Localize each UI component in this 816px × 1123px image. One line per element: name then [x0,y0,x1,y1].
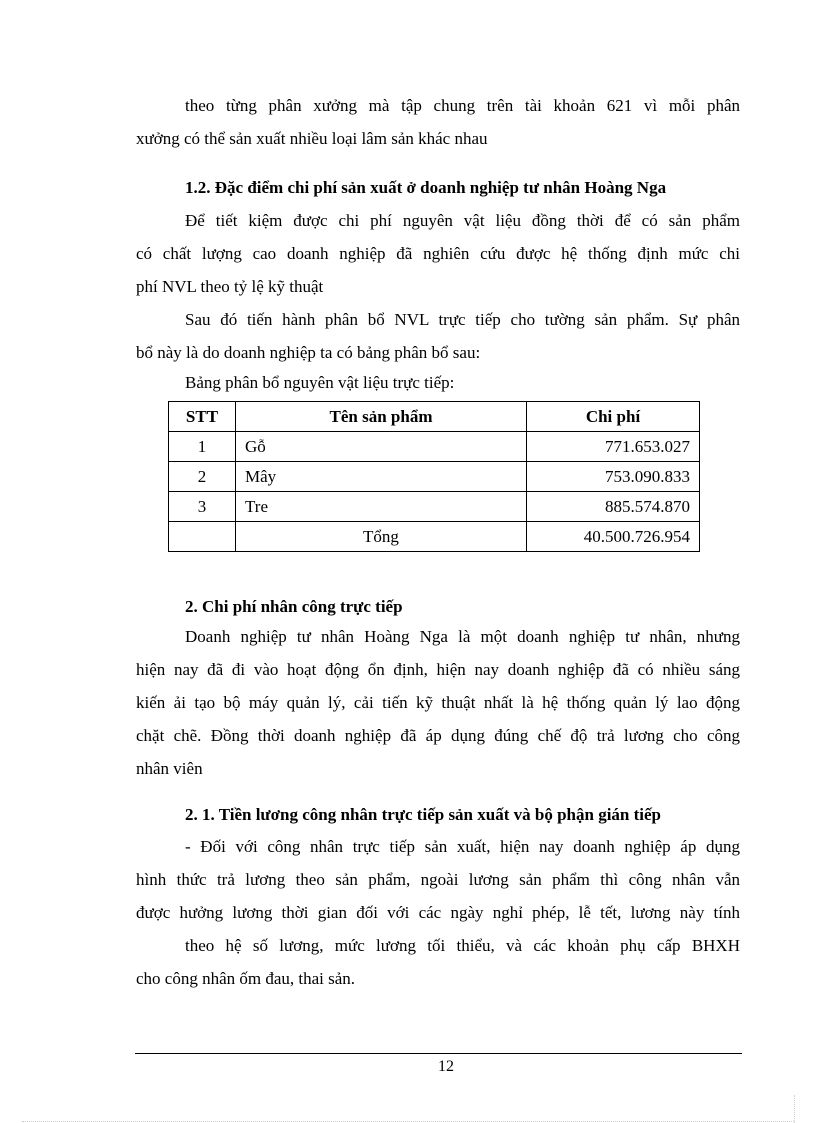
section-heading: 2. 1. Tiền lương công nhân trực tiếp sản xuất và bộ phận gián tiếp [185,805,662,824]
row-cost: 771.653.027 [527,432,700,462]
paragraph-line: xưởng có thể sản xuất nhiều loại lâm sản khác nhau [136,129,488,148]
paragraph-line: nhân viên [136,759,203,778]
row-stt: 3 [169,492,236,522]
header-cost: Chi phí [527,402,700,432]
page-number: 12 [438,1058,454,1075]
page-border-dotted [22,1121,794,1122]
paragraph-line: Để tiết kiệm được chi phí nguyên vật liệu đồng thời để có sản phẩm [185,211,740,230]
paragraph-line: chặt chẽ. Đồng thời doanh nghiệp đã áp dụng đúng chế độ trả lương cho công [136,726,740,745]
page-border-dotted [794,1095,795,1123]
paragraph-line: theo hệ số lương, mức lương tối thiểu, và các khoản phụ cấp BHXH [185,936,740,955]
paragraph-line: kiến ải tạo bộ máy quản lý, cải tiến kỹ thuật nhất là hệ thống quản lý lao động [136,693,740,712]
table-row [169,432,700,462]
row-product-name: Gỗ [236,432,527,462]
paragraph-line: có chất lượng cao doanh nghiệp đã nghiên cứu được hệ thống định mức chi [136,244,740,263]
paragraph-line: theo từng phân xưởng mà tập chung trên tài khoản 621 vì mỗi phân [185,96,740,115]
row-stt: 1 [169,432,236,462]
total-label: Tổng [236,522,527,552]
row-product-name: Mây [236,462,527,492]
table-total-row [169,522,700,552]
paragraph-line: được hưởng lương thời gian đối với các ngày nghỉ phép, lễ tết, lương này tính [136,903,740,922]
paragraph-line: Doanh nghiệp tư nhân Hoàng Nga là một doanh nghiệp tư nhân, nhưng [185,627,740,646]
paragraph-line: Sau đó tiến hành phân bổ NVL trực tiếp cho tường sản phẩm. Sự phân [185,310,740,329]
footer-divider [135,1053,742,1054]
section-heading: 1.2. Đặc điểm chi phí sản xuất ở doanh nghiệp tư nhân Hoàng Nga [185,178,667,197]
table-row [169,462,700,492]
paragraph-line: - Đối với công nhân trực tiếp sản xuất, hiện nay doanh nghiệp áp dụng [185,837,740,856]
paragraph-line: hình thức trả lương theo sản phẩm, ngoài lương sản phẩm thì công nhân vẫn [136,870,740,889]
row-product-name: Tre [236,492,527,522]
total-value: 40.500.726.954 [527,522,700,552]
row-cost: 753.090.833 [527,462,700,492]
paragraph-line: hiện nay đã đi vào hoạt động ổn định, hiện nay doanh nghiệp đã có nhiều sáng [136,660,740,679]
row-cost: 885.574.870 [527,492,700,522]
row-stt: 2 [169,462,236,492]
header-stt: STT [169,402,236,432]
table-caption: Bảng phân bổ nguyên vật liệu trực tiếp: [185,373,455,392]
total-empty-cell [169,522,236,552]
table-row [169,492,700,522]
header-product-name: Tên sản phẩm [236,402,527,432]
table-header-row [169,402,700,432]
paragraph-line: cho công nhân ốm đau, thai sản. [136,969,356,988]
paragraph-line: bổ này là do doanh nghiệp ta có bảng phân bổ sau: [136,343,481,362]
section-heading: 2. Chi phí nhân công trực tiếp [185,597,403,616]
material-allocation-table [168,401,700,552]
paragraph-line: phí NVL theo tỷ lệ kỹ thuật [136,277,324,296]
